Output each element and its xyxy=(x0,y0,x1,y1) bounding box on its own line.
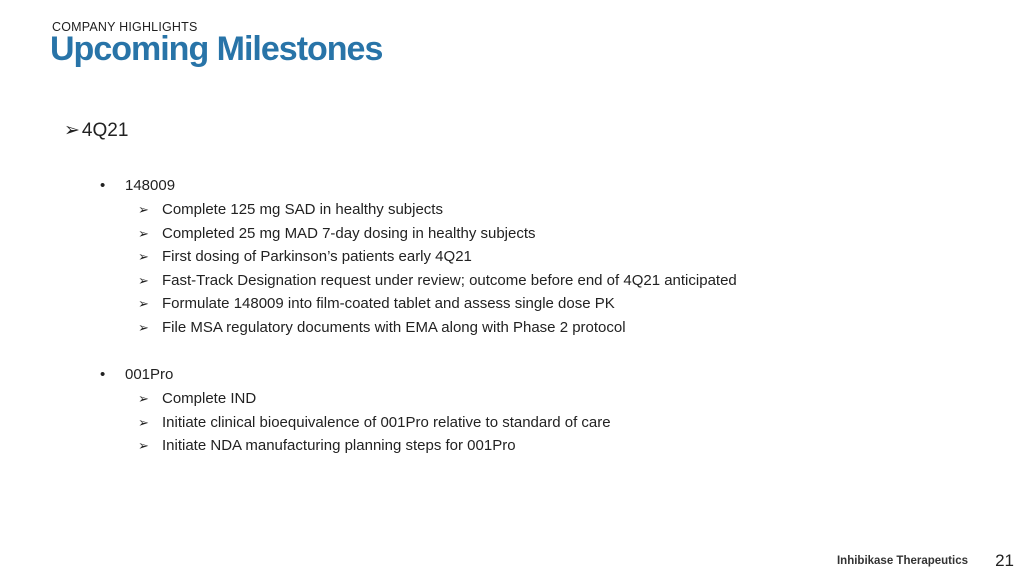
section-kicker: COMPANY HIGHLIGHTS xyxy=(52,20,198,34)
group-label: 148009 xyxy=(125,177,176,194)
page-title: Upcoming Milestones xyxy=(50,30,383,68)
group-label: 001Pro xyxy=(125,366,174,383)
milestone-group-148009 xyxy=(100,174,737,340)
arrow-bullet-icon: ➢ xyxy=(64,120,80,141)
arrow-bullet-icon: ➢ xyxy=(138,391,149,406)
arrow-bullet-icon: ➢ xyxy=(138,249,149,265)
list-item-text: First dosing of Parkinson’s patients early 4Q21 xyxy=(162,248,472,266)
quarter-heading xyxy=(64,119,128,142)
list-item xyxy=(100,316,737,340)
group-heading xyxy=(100,174,737,198)
bullet-icon: • xyxy=(100,366,106,383)
company-logo: Inhibikase Therapeutics xyxy=(836,555,968,567)
list-item xyxy=(100,292,737,316)
list-item-text: Completed 25 mg MAD 7-day dosing in healthy subjects xyxy=(162,224,536,242)
list-item xyxy=(100,222,737,246)
list-item xyxy=(100,434,611,458)
list-item-text: Complete 125 mg SAD in healthy subjects xyxy=(162,201,443,218)
list-item-text: Fast-Track Designation request under review; outcome before end of 4Q21 anticipated xyxy=(162,271,737,289)
list-item xyxy=(100,387,611,411)
list-item-text: Initiate NDA manufacturing planning steps for 001Pro xyxy=(162,437,516,455)
arrow-bullet-icon: ➢ xyxy=(138,438,149,454)
list-item-text: Initiate clinical bioequivalence of 001Pro relative to standard of care xyxy=(162,413,611,431)
list-item-text: File MSA regulatory documents with EMA along with Phase 2 protocol xyxy=(162,318,626,336)
arrow-bullet-icon: ➢ xyxy=(138,225,149,241)
list-item xyxy=(100,245,737,269)
quarter-label: 4Q21 xyxy=(81,120,129,141)
group-heading xyxy=(100,363,611,387)
list-item xyxy=(100,198,737,222)
arrow-bullet-icon: ➢ xyxy=(138,202,149,217)
milestone-group-001pro xyxy=(100,363,611,458)
page-number: 21 xyxy=(995,551,1014,570)
list-item-text: Formulate 148009 into film-coated tablet and assess single dose PK xyxy=(162,295,615,313)
list-item xyxy=(100,269,737,293)
list-item-text: Complete IND xyxy=(162,390,257,407)
bullet-icon: • xyxy=(100,177,106,194)
arrow-bullet-icon: ➢ xyxy=(138,414,149,430)
arrow-bullet-icon: ➢ xyxy=(138,272,149,288)
arrow-bullet-icon: ➢ xyxy=(138,319,149,335)
list-item xyxy=(100,411,611,435)
arrow-bullet-icon: ➢ xyxy=(138,296,149,312)
